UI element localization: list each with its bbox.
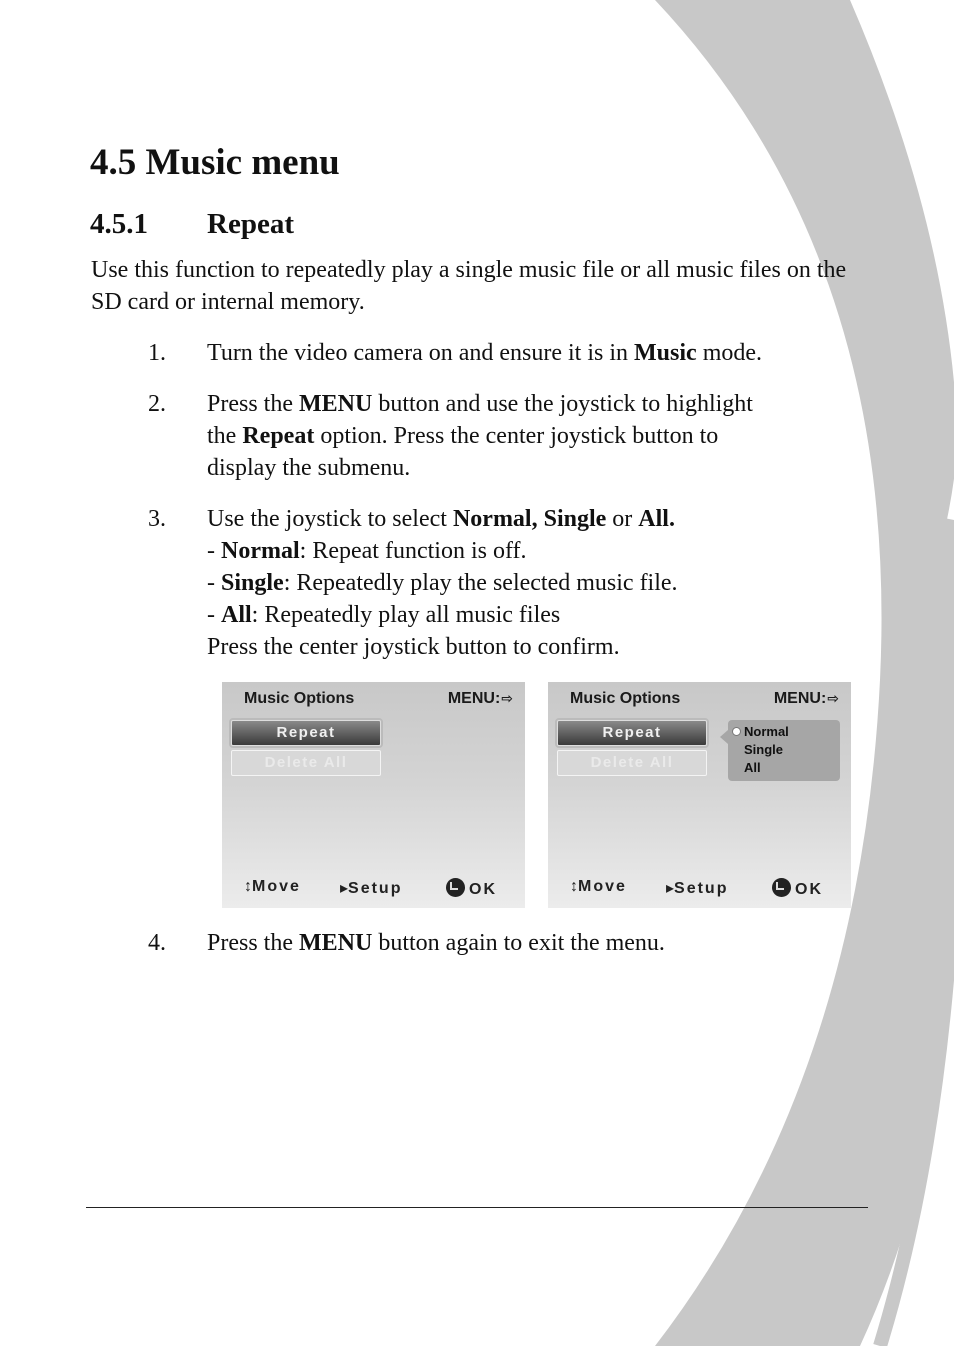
step-text: Turn the video camera on and ensure it is in Music mode.	[207, 340, 763, 366]
footer-ok: OK	[772, 878, 823, 899]
step-4	[148, 927, 878, 959]
step-text-line: Press the MENU button and use the joystick to highlight	[207, 391, 753, 417]
step-number: 3.	[148, 506, 166, 532]
exit-arrow-icon: ⇨	[827, 690, 839, 706]
repeat-submenu	[728, 720, 840, 781]
right-arrow-icon: ▸	[340, 880, 349, 897]
step-2	[148, 388, 878, 484]
intro-paragraph: Use this function to repeatedly play a single music file or all music files on the SD card or internal memory.	[91, 257, 847, 315]
step-text-line: display the submenu.	[207, 455, 411, 481]
option-all-desc: - All: Repeatedly play all music files	[207, 602, 561, 628]
right-arrow-icon: ▸	[666, 880, 675, 897]
step-number: 1.	[148, 340, 166, 366]
footer-move: ↕Move	[570, 878, 627, 895]
repeat-menu-item[interactable]: Repeat	[231, 720, 381, 746]
exit-arrow-icon: ⇨	[501, 690, 513, 706]
option-single-desc: - Single: Repeatedly play the selected music file.	[207, 570, 678, 596]
subsection-heading	[90, 206, 294, 242]
enter-icon	[446, 878, 465, 897]
radio-selected-icon	[732, 727, 741, 736]
section-title: 4.5 Music menu	[90, 142, 340, 183]
subsection-title: Repeat	[207, 208, 294, 240]
screenshot-music-options	[222, 682, 525, 908]
screen-title: Music Options	[570, 690, 681, 707]
confirm-text: Press the center joystick button to confirm.	[207, 634, 620, 660]
screen-title: Music Options	[244, 690, 355, 707]
step-number: 2.	[148, 391, 166, 417]
step-text-line: Use the joystick to select Normal, Single or All.	[207, 506, 675, 532]
delete-all-menu-item[interactable]: Delete All	[557, 750, 707, 776]
subsection-number: 4.5.1	[90, 208, 148, 240]
step-number: 4.	[148, 930, 166, 956]
enter-icon	[772, 878, 791, 897]
up-down-arrow-icon: ↕	[570, 878, 578, 895]
footer-rule	[86, 1207, 868, 1208]
step-text-line: the Repeat option. Press the center joystick button to	[207, 423, 719, 449]
menu-exit-hint: MENU:⇨	[773, 690, 839, 707]
up-down-arrow-icon: ↕	[244, 878, 252, 895]
submenu-option-all[interactable]: All	[744, 760, 761, 775]
delete-all-menu-item[interactable]: Delete All	[231, 750, 381, 776]
menu-exit-hint: MENU:⇨	[447, 690, 513, 707]
footer-ok: OK	[446, 878, 497, 899]
submenu-pointer	[720, 730, 728, 744]
submenu-option-normal[interactable]: Normal	[744, 724, 789, 739]
step-1	[148, 337, 878, 369]
option-normal-desc: - Normal: Repeat function is off.	[207, 538, 527, 564]
footer-setup: ▸Setup	[340, 880, 403, 897]
screenshot-repeat-submenu	[548, 682, 851, 908]
repeat-menu-item[interactable]: Repeat	[557, 720, 707, 746]
step-3	[148, 503, 878, 663]
submenu-option-single[interactable]: Single	[744, 742, 784, 757]
footer-move: ↕Move	[244, 878, 301, 895]
step-text: Press the MENU button again to exit the menu.	[207, 930, 665, 956]
footer-setup: ▸Setup	[666, 880, 729, 897]
